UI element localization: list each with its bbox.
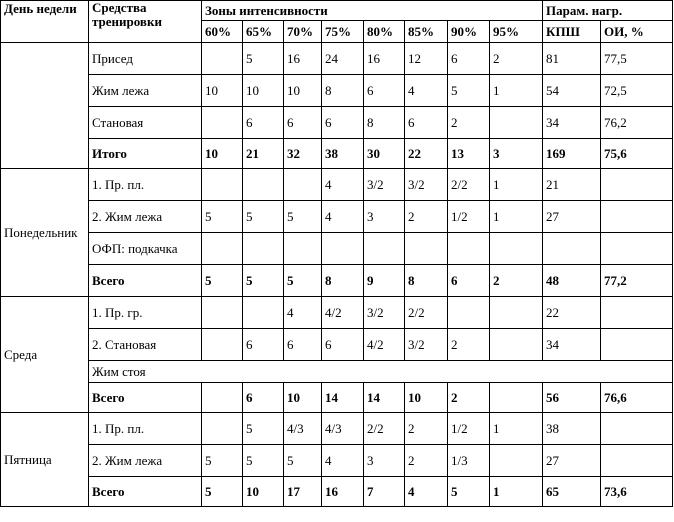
zone-value-cell: 3 — [364, 201, 405, 233]
zone-value-cell — [322, 233, 364, 265]
zone-value-cell: 6 — [322, 107, 364, 139]
zone-header: 95% — [490, 21, 543, 43]
param-value-cell — [601, 297, 673, 329]
table-row — [1, 329, 673, 361]
zone-value-cell: 3/2 — [405, 329, 448, 361]
zone-value-cell: 2/2 — [448, 169, 490, 201]
zone-value-cell — [490, 383, 543, 413]
zone-value-cell: 5 — [243, 445, 284, 477]
zone-value-cell: 4/2 — [364, 329, 405, 361]
zone-value-cell: 8 — [364, 107, 405, 139]
param-value-cell: 77,2 — [601, 265, 673, 297]
zone-value-cell — [243, 297, 284, 329]
zone-value-cell: 4 — [322, 445, 364, 477]
zone-value-cell — [243, 169, 284, 201]
zone-value-cell: 16 — [364, 43, 405, 75]
exercise-name-cell: Итого — [89, 139, 202, 169]
zone-value-cell: 3/2 — [364, 169, 405, 201]
day-cell — [1, 43, 89, 169]
zone-value-cell: 4/2 — [322, 297, 364, 329]
param-value-cell: 54 — [543, 75, 601, 107]
zone-value-cell — [284, 233, 322, 265]
param-value-cell — [601, 169, 673, 201]
zone-header: 90% — [448, 21, 490, 43]
zone-value-cell: 2 — [448, 383, 490, 413]
param-value-cell: 38 — [543, 413, 601, 445]
zone-value-cell: 1 — [490, 169, 543, 201]
zone-value-cell — [243, 233, 284, 265]
param-value-cell — [601, 201, 673, 233]
zone-value-cell: 1/2 — [448, 413, 490, 445]
zone-value-cell: 10 — [284, 383, 322, 413]
param-value-cell: 73,6 — [601, 477, 673, 507]
zone-value-cell: 4 — [322, 169, 364, 201]
zone-value-cell: 2 — [448, 329, 490, 361]
zone-value-cell: 2 — [490, 265, 543, 297]
zone-value-cell — [202, 413, 243, 445]
zone-value-cell: 2 — [448, 107, 490, 139]
zone-value-cell — [202, 233, 243, 265]
exercise-name-cell: ОФП: подкачка — [89, 233, 202, 265]
total-row — [1, 383, 673, 413]
zone-value-cell — [490, 329, 543, 361]
zone-value-cell: 6 — [243, 383, 284, 413]
zone-value-cell: 10 — [202, 75, 243, 107]
zone-value-cell: 4 — [322, 201, 364, 233]
zone-value-cell: 10 — [243, 477, 284, 507]
zone-value-cell: 1 — [490, 413, 543, 445]
param-value-cell: 169 — [543, 139, 601, 169]
zone-value-cell: 4/3 — [284, 413, 322, 445]
zone-value-cell — [448, 233, 490, 265]
zone-value-cell: 1 — [490, 75, 543, 107]
param-value-cell — [601, 329, 673, 361]
zone-header: 85% — [405, 21, 448, 43]
zone-value-cell: 6 — [322, 329, 364, 361]
zone-value-cell: 6 — [405, 107, 448, 139]
zone-value-cell: 10 — [405, 383, 448, 413]
zone-value-cell: 5 — [243, 265, 284, 297]
param-value-cell — [601, 445, 673, 477]
zone-value-cell: 24 — [322, 43, 364, 75]
zone-value-cell: 1/2 — [448, 201, 490, 233]
zone-value-cell: 6 — [448, 43, 490, 75]
zone-value-cell: 5 — [202, 201, 243, 233]
zone-value-cell: 9 — [364, 265, 405, 297]
zone-value-cell: 32 — [284, 139, 322, 169]
zone-value-cell — [490, 233, 543, 265]
zone-value-cell: 5 — [202, 445, 243, 477]
exercise-name-cell: Жим лежа — [89, 75, 202, 107]
param-value-cell: 34 — [543, 107, 601, 139]
zone-header: 75% — [322, 21, 364, 43]
param-value-cell — [601, 413, 673, 445]
zone-value-cell — [202, 169, 243, 201]
param-value-cell: 34 — [543, 329, 601, 361]
zone-value-cell: 1 — [490, 201, 543, 233]
zone-value-cell: 5 — [202, 265, 243, 297]
zone-header: 80% — [364, 21, 405, 43]
param-value-cell: 56 — [543, 383, 601, 413]
param-value-cell: 22 — [543, 297, 601, 329]
zone-value-cell — [202, 297, 243, 329]
table-row — [1, 361, 673, 383]
exercise-name-cell: 2. Становая — [89, 329, 202, 361]
zone-value-cell — [202, 329, 243, 361]
zone-value-cell: 5 — [243, 413, 284, 445]
zone-value-cell: 2 — [405, 445, 448, 477]
zone-value-cell: 22 — [405, 139, 448, 169]
zone-value-cell: 4 — [284, 297, 322, 329]
zone-value-cell: 2 — [490, 43, 543, 75]
day-cell: Среда — [1, 297, 89, 413]
table-row — [1, 201, 673, 233]
zone-header: 60% — [202, 21, 243, 43]
zone-value-cell — [405, 233, 448, 265]
param-value-cell: 21 — [543, 169, 601, 201]
zones-group-header: Зоны интенсивности — [202, 1, 543, 21]
zone-value-cell: 4 — [405, 75, 448, 107]
zone-value-cell: 3/2 — [405, 169, 448, 201]
total-row — [1, 139, 673, 169]
zone-value-cell: 38 — [322, 139, 364, 169]
param-value-cell: 72,5 — [601, 75, 673, 107]
zone-value-cell: 12 — [405, 43, 448, 75]
param-value-cell: 27 — [543, 445, 601, 477]
zone-value-cell — [448, 297, 490, 329]
day-column-header: День недели — [1, 1, 89, 43]
zone-value-cell: 4 — [405, 477, 448, 507]
zone-value-cell: 8 — [322, 75, 364, 107]
zone-value-cell: 8 — [322, 265, 364, 297]
zone-value-cell: 3/2 — [364, 297, 405, 329]
zone-value-cell: 5 — [448, 75, 490, 107]
zone-value-cell: 6 — [243, 329, 284, 361]
exercise-name-cell: Всего — [89, 265, 202, 297]
zone-value-cell: 2/2 — [364, 413, 405, 445]
zone-value-cell: 14 — [322, 383, 364, 413]
params-group-header: Парам. нагр. — [543, 1, 673, 21]
exercise-name-cell: Становая — [89, 107, 202, 139]
zone-header: 70% — [284, 21, 322, 43]
param-value-cell: 77,5 — [601, 43, 673, 75]
zone-value-cell: 4/3 — [322, 413, 364, 445]
param-value-cell — [543, 233, 601, 265]
exercise-name-cell: 1. Пр. пл. — [89, 169, 202, 201]
zone-value-cell — [364, 233, 405, 265]
zone-value-cell: 5 — [243, 201, 284, 233]
zone-value-cell: 5 — [284, 265, 322, 297]
zone-value-cell: 17 — [284, 477, 322, 507]
param-value-cell: 65 — [543, 477, 601, 507]
table-row — [1, 43, 673, 75]
zone-value-cell: 14 — [364, 383, 405, 413]
zone-header: 65% — [243, 21, 284, 43]
table-row — [1, 107, 673, 139]
zone-value-cell: 5 — [284, 445, 322, 477]
param-value-cell — [601, 233, 673, 265]
zone-value-cell — [202, 43, 243, 75]
zone-value-cell: 6 — [284, 329, 322, 361]
zone-value-cell: 6 — [448, 265, 490, 297]
zone-value-cell: 8 — [405, 265, 448, 297]
zone-value-cell: 10 — [243, 75, 284, 107]
means-column-header: Средства тренировки — [89, 1, 202, 43]
table-body — [1, 43, 673, 507]
zone-value-cell: 16 — [322, 477, 364, 507]
zone-value-cell: 21 — [243, 139, 284, 169]
param-value-cell: 76,2 — [601, 107, 673, 139]
total-row — [1, 265, 673, 297]
table-row — [1, 233, 673, 265]
zone-value-cell: 5 — [284, 201, 322, 233]
table-row — [1, 169, 673, 201]
zone-value-cell — [284, 169, 322, 201]
total-row — [1, 477, 673, 507]
zone-value-cell — [490, 445, 543, 477]
table-row — [1, 445, 673, 477]
param-value-cell: 76,6 — [601, 383, 673, 413]
exercise-name-cell: Присед — [89, 43, 202, 75]
param-value-cell: 75,6 — [601, 139, 673, 169]
zone-value-cell: 2 — [405, 413, 448, 445]
zone-value-cell: 10 — [284, 75, 322, 107]
zone-value-cell: 13 — [448, 139, 490, 169]
zone-value-cell: 3 — [490, 139, 543, 169]
zone-value-cell: 30 — [364, 139, 405, 169]
zone-value-cell: 5 — [202, 477, 243, 507]
zone-value-cell: 3 — [364, 445, 405, 477]
table-row — [1, 297, 673, 329]
exercise-name-cell: 2. Жим лежа — [89, 201, 202, 233]
exercise-name-cell: 2. Жим лежа — [89, 445, 202, 477]
zone-value-cell: 6 — [243, 107, 284, 139]
zone-value-cell: 5 — [243, 43, 284, 75]
table-row — [1, 413, 673, 445]
param-value-cell: 81 — [543, 43, 601, 75]
zone-value-cell: 1 — [490, 477, 543, 507]
zone-value-cell: 2/2 — [405, 297, 448, 329]
zone-value-cell: 6 — [364, 75, 405, 107]
day-cell: Понедельник — [1, 169, 89, 297]
zone-value-cell — [202, 383, 243, 413]
param-header: ОИ, % — [601, 21, 673, 43]
param-header: КПШ — [543, 21, 601, 43]
exercise-name-cell: 1. Пр. пл. — [89, 413, 202, 445]
exercise-name-cell: Жим стоя — [89, 361, 673, 383]
param-value-cell: 48 — [543, 265, 601, 297]
zone-value-cell: 6 — [284, 107, 322, 139]
day-cell: Пятница — [1, 413, 89, 507]
exercise-name-cell: Всего — [89, 477, 202, 507]
zone-value-cell — [490, 107, 543, 139]
table-row — [1, 75, 673, 107]
exercise-name-cell: Всего — [89, 383, 202, 413]
zone-value-cell — [202, 107, 243, 139]
zone-value-cell — [490, 297, 543, 329]
zone-value-cell: 2 — [405, 201, 448, 233]
param-value-cell: 27 — [543, 201, 601, 233]
zone-value-cell: 7 — [364, 477, 405, 507]
zone-value-cell: 16 — [284, 43, 322, 75]
zone-value-cell: 1/3 — [448, 445, 490, 477]
exercise-name-cell: 1. Пр. гр. — [89, 297, 202, 329]
zone-value-cell: 10 — [202, 139, 243, 169]
zone-value-cell: 5 — [448, 477, 490, 507]
